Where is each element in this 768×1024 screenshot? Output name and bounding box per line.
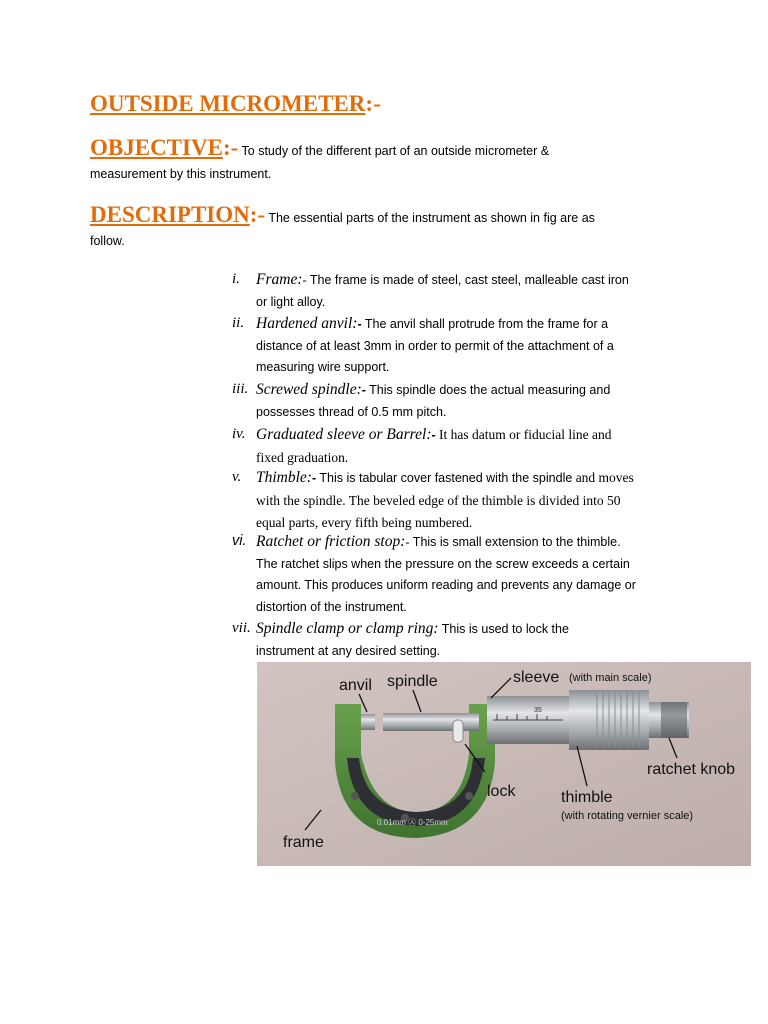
item-text: possesses thread of 0.5 mm pitch. [256, 404, 447, 419]
item-term: Graduated sleeve or Barrel: [256, 426, 432, 443]
objective-line1: To study of the different part of an outside micrometer & [238, 144, 550, 158]
item-term: Ratchet or friction stop: [256, 533, 406, 550]
label-sleeve: sleeve [513, 669, 560, 686]
item-text: This spindle does the actual measuring and [365, 383, 611, 397]
item-text: This is used to lock the [438, 622, 569, 636]
sleeve-number: 35 [534, 707, 542, 714]
frame-screw [351, 792, 359, 800]
objective-suffix: :- [222, 135, 239, 160]
item-text: equal parts, every fifth being numbered. [256, 515, 473, 530]
frame-screw [465, 792, 473, 800]
list-item [232, 618, 702, 662]
frame-marking: 0.01mm Ⓐ 0-25mm [377, 818, 448, 827]
objective-line2: measurement by this instrument. [90, 167, 272, 181]
item-term-sep: - [357, 317, 362, 331]
page-title [90, 91, 381, 117]
item-number: ii. [232, 315, 245, 331]
item-number: i. [232, 271, 240, 287]
spindle-shape [383, 713, 479, 731]
list-item [232, 269, 702, 313]
label-thimble: thimble [561, 789, 613, 806]
item-text: The ratchet slips when the pressure on the screw exceeds a certain [256, 556, 630, 571]
description-line2: follow. [90, 234, 125, 248]
item-number: iii. [232, 381, 249, 397]
objective-paragraph [90, 136, 730, 186]
item-text: measuring wire support. [256, 360, 390, 374]
label-ratchet-knob: ratchet knob [647, 761, 736, 778]
list-item [232, 424, 702, 469]
item-term-sep: - [405, 535, 410, 549]
micrometer-illustration [257, 662, 751, 866]
item-text: The frame is made of steel, cast steel, malleable cast iron [306, 273, 629, 287]
item-text: or light alloy. [256, 294, 326, 309]
item-text: distance of at least 3mm in order to permit of the attachment of a [256, 338, 614, 353]
item-term-sep: - [302, 273, 307, 287]
item-term-sep: - [361, 383, 366, 397]
item-text: amount. This produces uniform reading and prevents any damage or [256, 578, 636, 592]
title-text: OUTSIDE MICROMETER [90, 91, 366, 116]
item-text: with the spindle. The beveled edge of the thimble is divided into 50 [256, 492, 621, 508]
item-text: distortion of the instrument. [256, 599, 407, 614]
item-term: Frame: [256, 271, 303, 288]
label-spindle: spindle [387, 673, 438, 690]
list-item [232, 531, 702, 618]
ratchet-knurl [661, 702, 687, 738]
item-text: fixed graduation. [256, 449, 349, 465]
item-term: Hardened anvil: [256, 315, 358, 332]
list-item [232, 313, 702, 379]
item-number: v. [232, 469, 242, 485]
item-text: and moves [572, 470, 634, 485]
item-text: It has datum or fiducial line and [435, 427, 612, 442]
lock-shape [453, 720, 463, 742]
item-text: This is small extension to the thimble. [409, 535, 621, 549]
micrometer-figure [257, 662, 751, 866]
item-number: vi. [232, 533, 247, 549]
item-number: vii. [232, 620, 251, 636]
label-lock: lock [487, 783, 516, 800]
description-paragraph [90, 203, 730, 253]
description-suffix: :- [249, 202, 266, 227]
item-number: iv. [232, 426, 246, 442]
item-term: Screwed spindle: [256, 381, 362, 398]
item-term-sep: - [311, 471, 317, 485]
item-text: This is tabular cover fastened with the spindle [316, 471, 573, 485]
label-sleeve-note: (with main scale) [569, 672, 652, 684]
item-term: Thimble: [256, 469, 312, 486]
objective-label: OBJECTIVE [90, 135, 223, 160]
label-frame: frame [283, 834, 324, 851]
title-suffix: :- [365, 91, 381, 116]
description-line1: The essential parts of the instrument as shown in fig are as [265, 211, 595, 225]
list-item [232, 379, 702, 423]
item-term-sep: - [431, 428, 436, 442]
item-text: The anvil shall protrude from the frame for a [361, 317, 609, 331]
description-label: DESCRIPTION [90, 202, 250, 227]
list-item [232, 467, 702, 535]
anvil-shape [361, 714, 375, 730]
item-text: instrument at any desired setting. [256, 643, 441, 658]
item-term: Spindle clamp or clamp ring: [256, 620, 439, 637]
label-anvil: anvil [339, 677, 372, 694]
label-thimble-note: (with rotating vernier scale) [561, 810, 694, 822]
